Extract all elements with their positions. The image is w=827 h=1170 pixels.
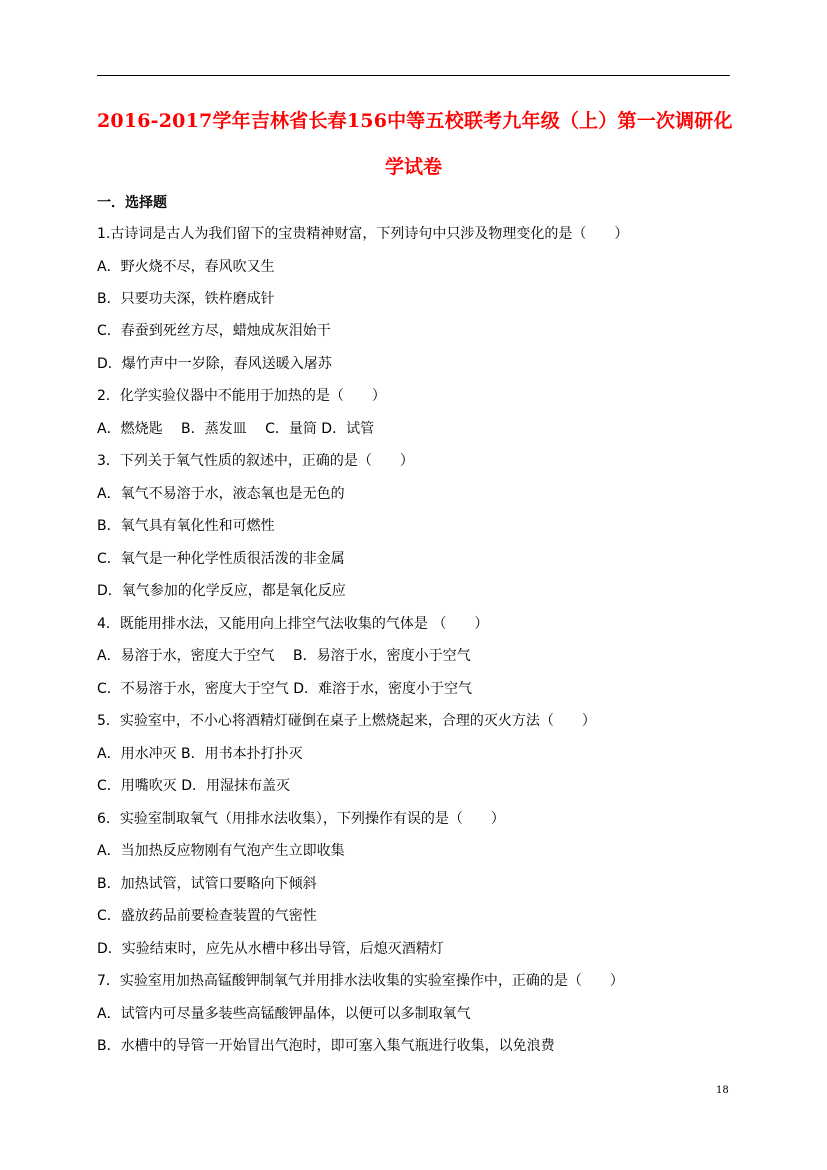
question-4-options-ab: A．易溶于水，密度大于空气 B．易溶于水，密度小于空气 (97, 648, 471, 664)
question-6-option-a: A．当加热反应物刚有气泡产生立即收集 (97, 843, 345, 859)
question-5-options-ab: A．用水冲灭 B．用书本扑打扑灭 (97, 746, 303, 762)
question-6-stem: 6．实验室制取氧气（用排水法收集），下列操作有误的是（ ） (97, 811, 505, 827)
question-3-option-a: A．氧气不易溶于水，液态氧也是无色的 (97, 486, 345, 502)
question-2-stem: 2．化学实验仪器中不能用于加热的是（ ） (97, 388, 386, 404)
question-2-options: A．燃烧匙 B．蒸发皿 C．量筒 D．试管 (97, 421, 375, 437)
question-1-option-c: C．春蚕到死丝方尽，蜡烛成灰泪始干 (97, 323, 331, 339)
question-3-option-b: B．氧气具有氧化性和可燃性 (97, 518, 275, 534)
question-3-stem: 3．下列关于氧气性质的叙述中，正确的是（ ） (97, 453, 414, 469)
question-1-stem: 1.古诗词是古人为我们留下的宝贵精神财富，下列诗句中只涉及物理变化的是（ ） (97, 226, 629, 242)
question-1-option-d: D．爆竹声中一岁除，春风送暖入屠苏 (97, 356, 332, 372)
question-7-option-a: A．试管内可尽量多装些高锰酸钾晶体，以便可以多制取氧气 (97, 1006, 471, 1022)
question-4-stem: 4．既能用排水法，又能用向上排空气法收集的气体是 （ ） (97, 616, 489, 632)
question-6-option-b: B．加热试管，试管口要略向下倾斜 (97, 876, 317, 892)
section-heading: 一．选择题 (97, 195, 167, 211)
question-3-option-d: D．氧气参加的化学反应，都是氧化反应 (97, 583, 346, 599)
question-5-stem: 5．实验室中，不小心将酒精灯碰倒在桌子上燃烧起来，合理的灭火方法（ ） (97, 713, 596, 729)
question-3-option-c: C．氧气是一种化学性质很活泼的非金属 (97, 551, 345, 567)
header-rule (97, 75, 730, 76)
document-title-line-2: 学试卷 (384, 156, 442, 178)
document-title-line-1: 2016-2017学年吉林省长春156中等五校联考九年级（上）第一次调研化 (97, 110, 733, 132)
question-7-option-b: B．水槽中的导管一开始冒出气泡时，即可塞入集气瓶进行收集，以免浪费 (97, 1038, 555, 1054)
question-7-stem: 7．实验室用加热高锰酸钾制氧气并用排水法收集的实验室操作中，正确的是（ ） (97, 973, 624, 989)
question-6-option-d: D．实验结束时，应先从水槽中移出导管，后熄灭酒精灯 (97, 941, 444, 957)
question-6-option-c: C．盛放药品前要检查装置的气密性 (97, 908, 317, 924)
page-number: 18 (716, 1085, 729, 1096)
question-1-option-a: A．野火烧不尽，春风吹又生 (97, 259, 275, 275)
question-4-options-cd: C．不易溶于水，密度大于空气 D．难溶于水，密度小于空气 (97, 681, 473, 697)
question-1-option-b: B．只要功夫深，铁杵磨成针 (97, 291, 275, 307)
question-5-options-cd: C．用嘴吹灭 D．用湿抹布盖灭 (97, 778, 291, 794)
